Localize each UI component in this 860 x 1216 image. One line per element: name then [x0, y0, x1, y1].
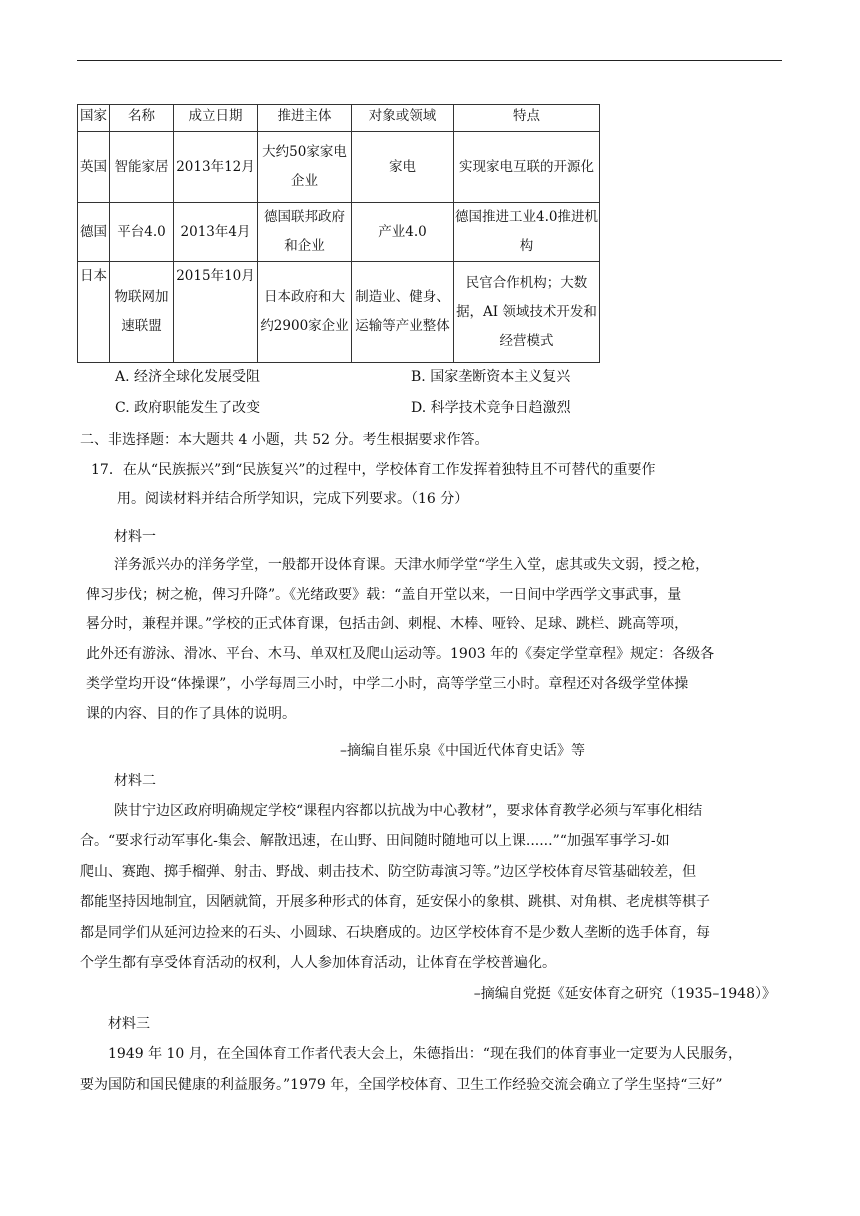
table-header-row	[78, 105, 600, 132]
material-1-source: –摘编自崔乐泉《中国近代体育史话》等	[340, 743, 585, 759]
material-1-line: 俾习步伐；树之桅，俾习升降”。《光绪政要》载：“盖自开堂以来，一日间中学西学文事武事，量	[86, 587, 682, 603]
question-17-line-2: 用。阅读材料并结合所学知识，完成下列要求。（16 分）	[117, 491, 469, 507]
material-2-line: 合。“要求行动军事化-集会、解散迅速，在山野、田间随时随地可以上课......”“加强军事学习-如	[80, 833, 670, 849]
table-cell: 智能家居	[110, 132, 174, 203]
table-cell: 物联网加速联盟	[110, 262, 174, 363]
table-cell: 德国	[78, 203, 110, 262]
option-d: D. 科学技术竞争日趋激烈	[411, 400, 571, 416]
table-cell: 家电	[352, 132, 454, 203]
material-2-line: 都是同学们从延河边捡来的石头、小圆球、石块磨成的。边区学校体育不是少数人垄断的选手体育，每	[80, 925, 710, 941]
material-1-line: 课的内容、目的作了具体的说明。	[86, 706, 296, 722]
table-cell: 英国	[78, 132, 110, 203]
table-cell: 民官合作机构；大数据，AI 领域技术开发和经营模式	[454, 262, 600, 363]
table-cell: 2015年10月	[174, 262, 258, 363]
table-cell: 2013年12月	[174, 132, 258, 203]
material-2-source: –摘编自党挺《延安体育之研究（1935–1948）》	[473, 986, 776, 1002]
material-2-title: 材料二	[114, 773, 156, 789]
material-2-line: 陕甘宁边区政府明确规定学校“课程内容都以抗战为中心教材”，要求体育教学必须与军事化相结	[114, 803, 703, 819]
question-17-line-1: 17．在从“民族振兴”到“民族复兴”的过程中，学校体育工作发挥着独特且不可替代的重要作	[91, 462, 656, 478]
section-heading: 二、非选择题：本大题共 4 小题，共 52 分。考生根据要求作答。	[80, 432, 489, 448]
table-cell: 德国联邦政府和企业	[258, 203, 352, 262]
material-3-line: 要为国防和国民健康的利益服务。”1979 年，全国学校体育、卫生工作经验交流会确立了学生坚持“三好”	[80, 1077, 723, 1093]
table-cell: 制造业、健身、运输等产业整体	[352, 262, 454, 363]
material-2-line: 都能坚持因地制宜，因陋就简，开展多种形式的体育，延安保小的象棋、跳棋、对角棋、老虎棋等棋子	[80, 894, 710, 910]
table-header-cell: 推进主体	[258, 105, 352, 132]
table-header-cell: 特点	[454, 105, 600, 132]
table-cell: 德国推进工业4.0推进机构	[454, 203, 600, 262]
table-header-cell: 成立日期	[174, 105, 258, 132]
header-rule	[77, 60, 782, 61]
table-cell: 实现家电互联的开源化	[454, 132, 600, 203]
material-1-line: 洋务派兴办的洋务学堂，一般都开设体育课。天津水师学堂“学生入堂，虑其或失文弱，授之枪，	[114, 557, 710, 573]
comparison-table	[77, 104, 600, 363]
material-2-line: 个学生都有享受体育活动的权利，人人参加体育活动，让体育在学校普遍化。	[80, 955, 556, 971]
table-row	[78, 132, 600, 203]
table-cell: 平台4.0	[110, 203, 174, 262]
table-header-cell: 对象或领域	[352, 105, 454, 132]
material-1-line: 类学堂均开设“体操课”，小学每周三小时，中学二小时，高等学堂三小时。章程还对各级学堂体操	[86, 676, 689, 692]
material-1-line: 晷分时，兼程并课。”学校的正式体育课，包括击剑、刺棍、木棒、哑铃、足球、跳栏、跳高等项，	[86, 616, 689, 632]
table-header-cell: 国家	[78, 105, 110, 132]
option-b: B. 国家垄断资本主义复兴	[411, 369, 571, 385]
table-cell: 大约50家家电企业	[258, 132, 352, 203]
table-header-cell: 名称	[110, 105, 174, 132]
option-c: C. 政府职能发生了改变	[115, 400, 261, 416]
table-row	[78, 262, 600, 363]
table-cell: 日本	[78, 262, 110, 363]
table-cell: 日本政府和大约2900家企业	[258, 262, 352, 363]
material-1-line: 此外还有游泳、滑冰、平台、木马、单双杠及爬山运动等。1903 年的《奏定学堂章程》规定：各级各	[86, 646, 715, 662]
option-a: A. 经济全球化发展受阻	[115, 369, 261, 385]
table-cell: 2013年4月	[174, 203, 258, 262]
table-cell: 产业4.0	[352, 203, 454, 262]
material-3-title: 材料三	[108, 1016, 150, 1032]
table-row	[78, 203, 600, 262]
material-3-line: 1949 年 10 月，在全国体育工作者代表大会上，朱德指出：“现在我们的体育事业一定要为人民服务，	[108, 1046, 742, 1062]
material-1-title: 材料一	[114, 529, 156, 545]
material-2-line: 爬山、赛跑、掷手榴弹、射击、野战、刺击技术、防空防毒演习等。”边区学校体育尽管基础较差，但	[80, 864, 697, 880]
